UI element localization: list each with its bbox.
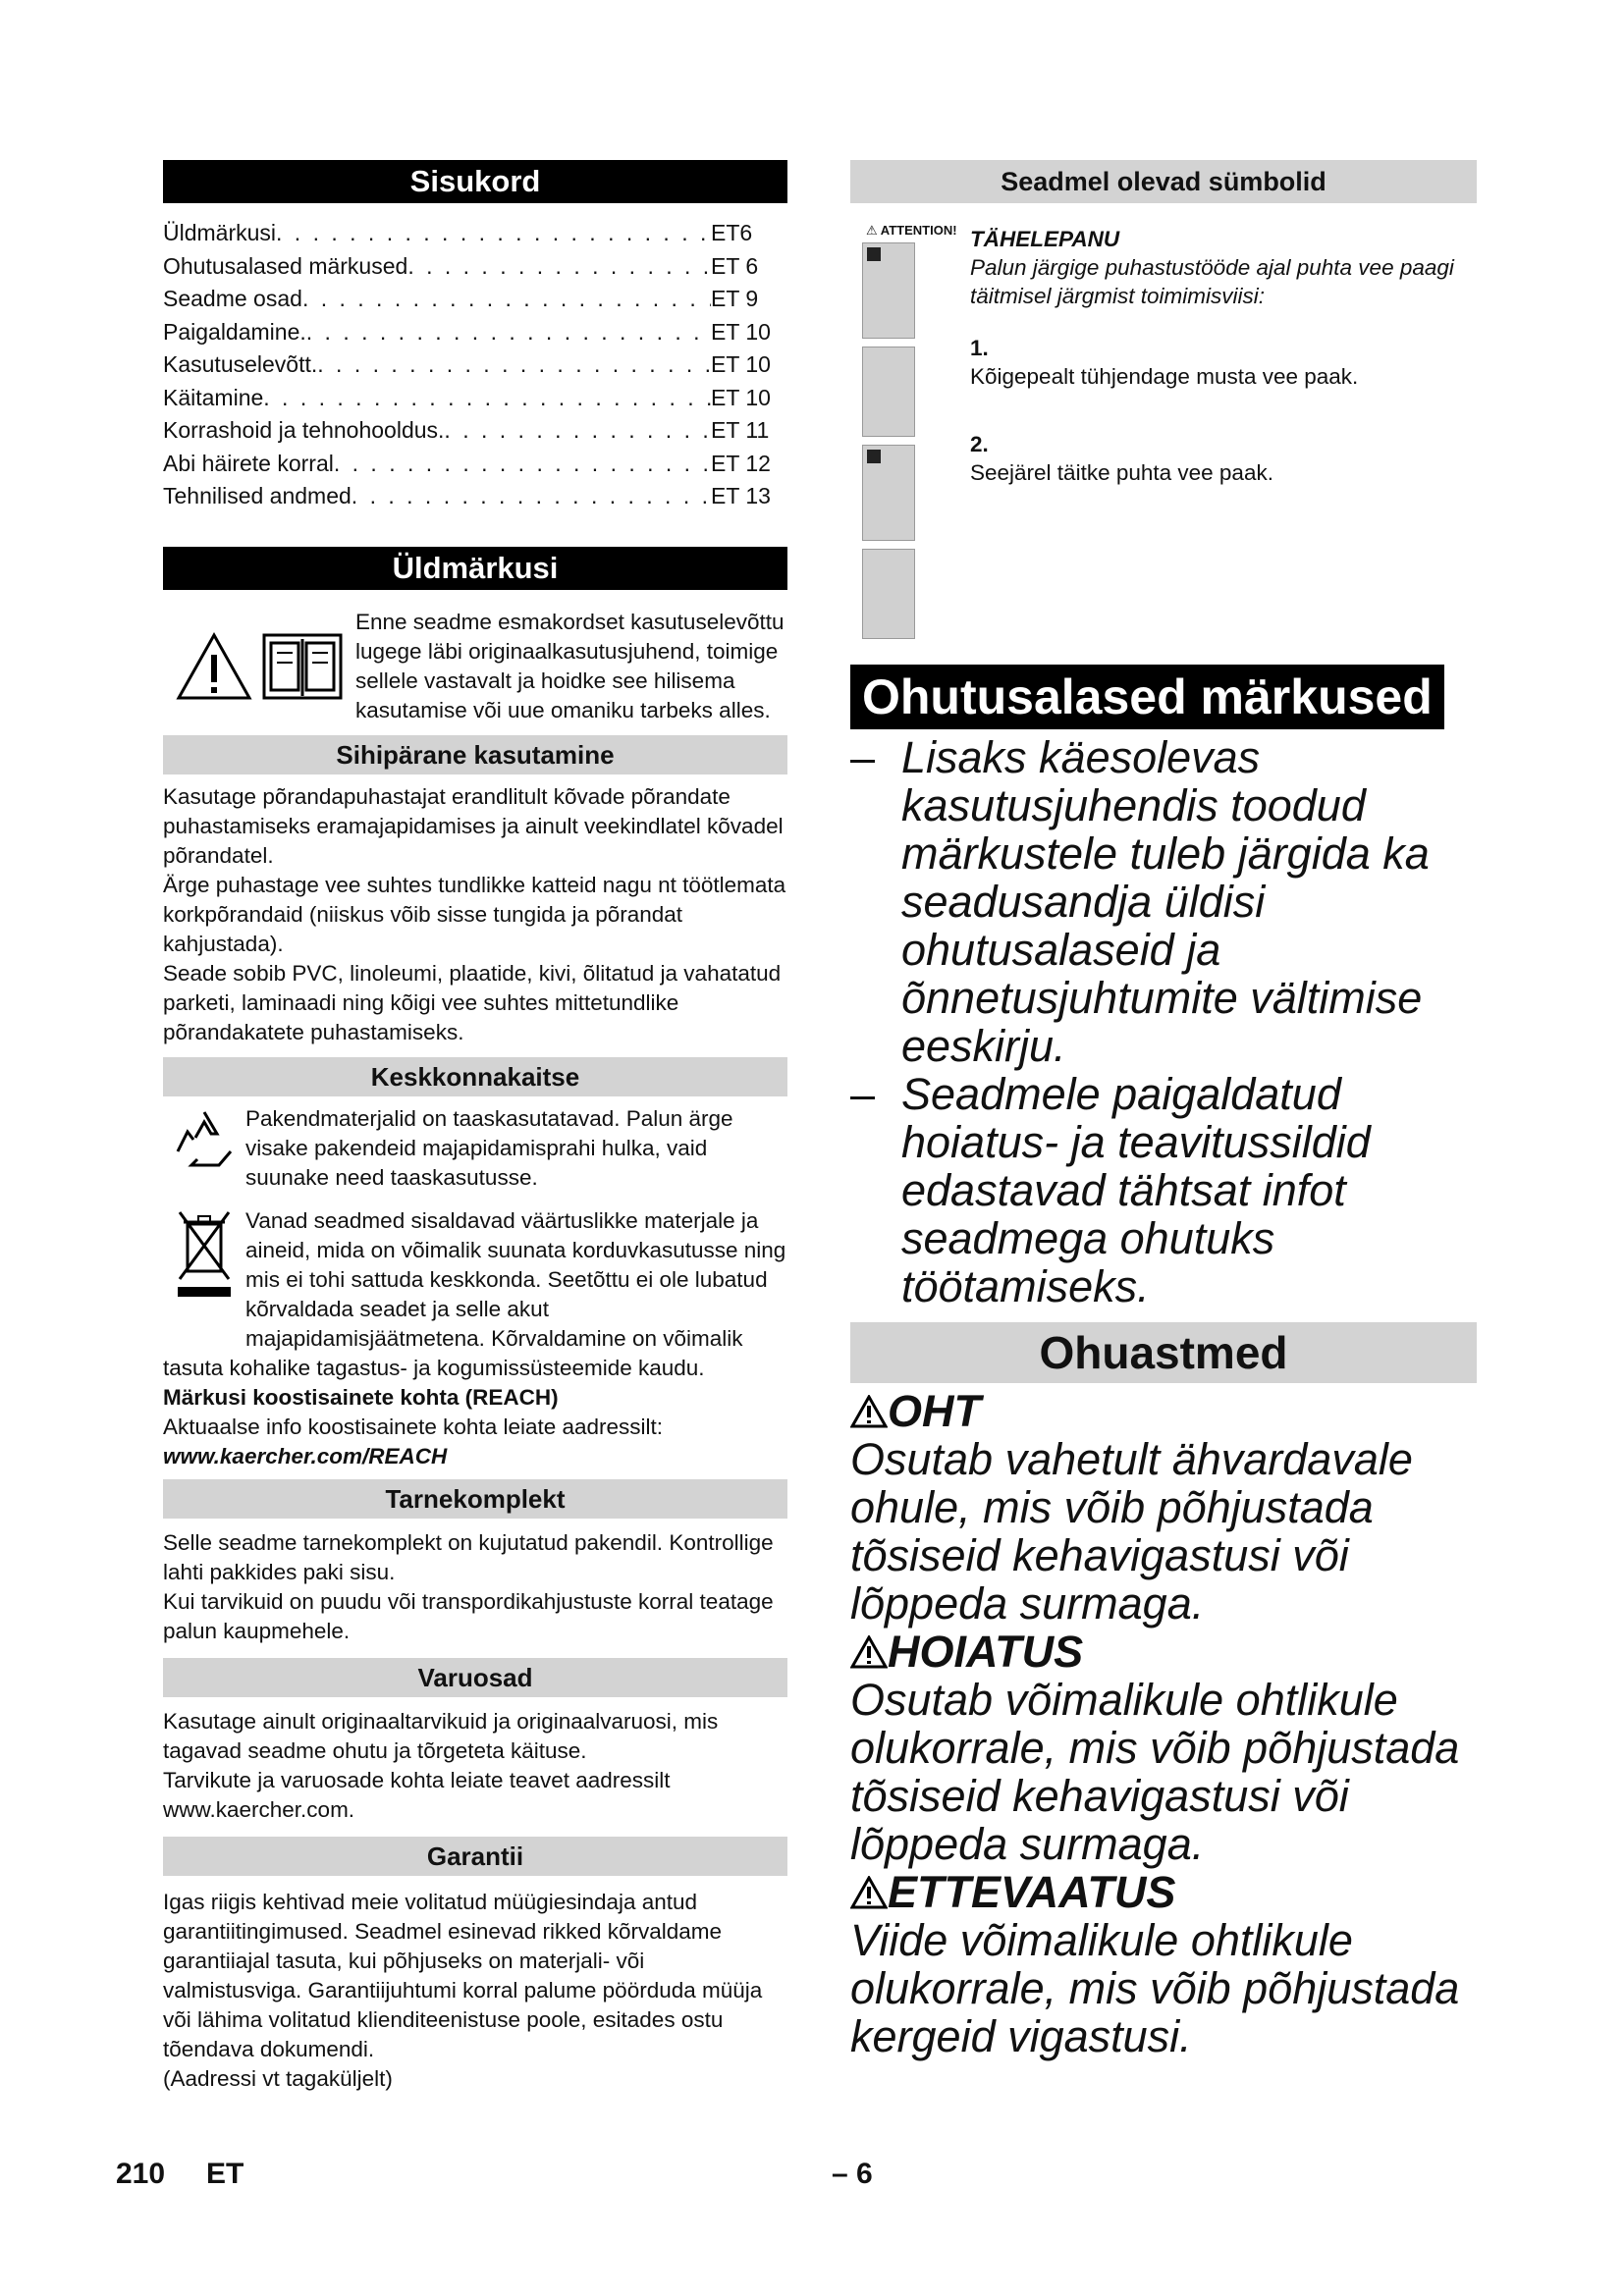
warranty-heading: Garantii	[163, 1837, 787, 1876]
toc-leader-dots	[306, 316, 711, 349]
toc-leader-dots	[302, 283, 711, 316]
toc-item-title: Üldmärkusi	[163, 220, 277, 245]
caution-level-text: Viide võimalikule ohtlikule olukorrale, mis võib põhjustada kergeid vigastusi.	[850, 1915, 1460, 2061]
language-code: ET	[206, 2158, 244, 2190]
environment-section	[163, 1104, 787, 1471]
toc-heading: Sisukord	[163, 160, 787, 203]
danger-heading	[850, 1387, 1477, 1435]
safety-section	[850, 733, 1477, 1310]
toc-item[interactable]	[163, 250, 787, 284]
fresh-water-illustration	[862, 549, 915, 639]
toc-item[interactable]	[163, 448, 787, 481]
page-number: 210	[116, 2158, 166, 2190]
toc-leader-dots	[444, 414, 711, 448]
recycling-icon	[172, 1108, 237, 1169]
general-icons	[163, 608, 355, 725]
safety-heading: Ohutusalased märkused	[850, 665, 1444, 729]
reach-title: Märkusi koostisainete kohta (REACH)	[163, 1384, 559, 1410]
intended-use-p1: Kasutage põrandapuhastajat erandlitult kõvade põrandate puhastamiseks eramajapidamises ja ainult veekindlatel kõvadel põrandatel.	[163, 783, 784, 868]
environment-p2: Vanad seadmed sisaldavad väärtuslikke materjale ja aineid, mida on võimalik suunata korduvkasutusse ning mis ei tohi sattuda keskkonda. Seetõttu ei ole lubatud kõrvaldada seadet ja selle akut majapidamisjäätmetena. Kõrvaldamine on võimalik tasuta kohalike tagastus- ja kogumissüsteemide kaudu.	[163, 1207, 786, 1380]
delivery-p2: Kui tarvikuid on puudu või transpordikahjustuste korral teatage palun kaupmehele.	[163, 1588, 774, 1643]
safety-item2: Seadmele paigaldatud hoiatus- ja teavitussildid edastavad tähtsat infot seadmega ohutuks töötamiseks.	[901, 1069, 1371, 1311]
intended-use-p3: Seade sobib PVC, linoleumi, plaatide, kivi, õlitatud ja vahatatud parketi, laminaadi ning kõigi vee suhtes mittetundlike põrandakatete puhastamiseks.	[163, 960, 782, 1044]
danger-text: Osutab vahetult ähvardavale ohule, mis võib põhjustada tõsiseid kehavigastusi või lõppeda surmaga.	[850, 1434, 1413, 1629]
toc-item-page: ET 10	[711, 318, 771, 345]
step2-number: 2.	[970, 432, 989, 456]
toc-item[interactable]	[163, 283, 787, 316]
toc-item-page: ET 13	[711, 483, 771, 508]
warning-triangle-icon	[850, 1876, 888, 1909]
reach-text: Aktuaalse info koostisainete kohta leiate aadressilt:	[163, 1414, 664, 1439]
spare-parts-p2: Tarvikute ja varuosade kohta leiate teavet aadressilt www.kaercher.com.	[163, 1767, 671, 1822]
toc-item-page: ET 11	[711, 417, 770, 443]
symbols-heading: Seadmel olevad sümbolid	[850, 160, 1477, 203]
toc-item-title: Abi häirete korral	[163, 450, 334, 476]
right-column	[850, 160, 1477, 2060]
step2-text: Seejärel täitke puhta vee paak.	[970, 460, 1273, 485]
toc-leader-dots	[263, 382, 711, 415]
safety-item: – Seadmele paigaldatud hoiatus- ja teavitussildid edastavad tähtsat infot seadmega ohutuks töötamiseks.	[850, 1070, 1477, 1310]
spare-parts-section	[163, 1707, 787, 1825]
toc-leader-dots	[334, 448, 711, 481]
reach-link[interactable]: www.kaercher.com/REACH	[163, 1443, 448, 1468]
safety-item1: Lisaks käesolevas kasutusjuhendis toodud märkustele tuleb järgida ka seadusandja üldisi ohutusalaseid ja õnnetusjuhtumite vältimise eeskirju.	[901, 732, 1430, 1071]
delivery-heading: Tarnekomplekt	[163, 1479, 787, 1519]
symbols-text	[970, 215, 1477, 647]
caution-title: TÄHELEPANU	[970, 227, 1120, 251]
manual-book-icon	[261, 631, 344, 702]
step1-badge-icon	[867, 247, 881, 261]
warning-triangle-icon	[850, 1395, 888, 1428]
toc-item-title: Kasutuselevõtt.	[163, 351, 318, 377]
toc-item[interactable]	[163, 414, 787, 448]
toc-item-page: ET 6	[711, 252, 759, 279]
environment-p1: Pakendmaterjalid on taaskasutatavad. Palun ärge visake pakendeid majapidamisprahi hulka, vaid suunake need taaskasutusse.	[245, 1105, 733, 1190]
attention-label: ⚠ ATTENTION!	[866, 223, 957, 238]
spare-parts-p1: Kasutage ainult originaaltarvikuid ja originaalvaruosi, mis tagavad seadme ohutu ja tõrgeteta käituse.	[163, 1708, 719, 1763]
danger-label: OHT	[888, 1386, 981, 1436]
warranty-p2: (Aadressi vt tagaküljelt)	[163, 2065, 393, 2091]
caution-text: Palun järgige puhastustööde ajal puhta vee paagi täitmisel järgmist toimimisviisi:	[970, 255, 1454, 308]
symbol-images	[850, 215, 970, 647]
toc-item-page: ET 9	[711, 286, 759, 311]
step1-illustration	[862, 242, 915, 339]
toc-item[interactable]	[163, 348, 787, 382]
crossed-bin-icon	[174, 1208, 235, 1299]
general-text: Enne seadme esmakordset kasutuselevõttu lugege läbi originaalkasutusjuhend, toimige sellele vastavalt ja hoidke see hilisema kasutamise või uue omaniku tarbeks alles.	[355, 609, 785, 722]
general-heading: Üldmärkusi	[163, 547, 787, 590]
toc-item-title: Paigaldamine.	[163, 318, 306, 345]
symbols-section	[850, 215, 1477, 647]
delivery-section	[163, 1528, 787, 1646]
toc-item-title: Seadme osad	[163, 286, 302, 311]
caution-heading	[850, 1868, 1477, 1916]
toc-leader-dots	[276, 217, 711, 250]
toc-item-title: Korrashoid ja tehnohooldus.	[163, 417, 445, 443]
weee-row	[163, 1206, 787, 1383]
step2-badge-icon	[867, 450, 881, 463]
intended-use-p2: Ärge puhastage vee suhtes tundlikke katteid nagu nt töötlemata korkpõrandaid (niiskus võib sisse tungida ja põrandat kahjustada).	[163, 872, 786, 956]
hazard-levels-section	[850, 1387, 1477, 2060]
toc-leader-dots	[352, 480, 711, 513]
toc-leader-dots	[407, 250, 711, 284]
toc-item-title: Käitamine	[163, 384, 264, 410]
delivery-p1: Selle seadme tarnekomplekt on kujutatud pakendil. Kontrollige lahti pakkides paki sisu.	[163, 1529, 774, 1584]
intended-use-heading: Sihipärane kasutamine	[163, 735, 787, 774]
warning-label: HOIATUS	[888, 1627, 1084, 1677]
toc-item[interactable]	[163, 217, 787, 250]
caution-label: ETTEVAATUS	[888, 1867, 1176, 1917]
toc-item-title: Tehnilised andmed	[163, 483, 352, 508]
safety-item: – Lisaks käesolevas kasutusjuhendis toodud märkustele tuleb järgida ka seadusandja üldisi ohutusalaseid ja õnnetusjuhtumite vältimise eeskirju.	[850, 733, 1477, 1070]
sub-page-number: – 6	[832, 2158, 873, 2190]
toc-item-page: ET6	[711, 220, 753, 245]
step1-text: Kõigepealt tühjendage musta vee paak.	[970, 364, 1359, 389]
toc-item-page: ET 10	[711, 384, 771, 410]
toc-item[interactable]	[163, 382, 787, 415]
step2-illustration	[862, 445, 915, 541]
recycling-row	[163, 1104, 787, 1193]
warning-text: Osutab võimalikule ohtlikule olukorrale, mis võib põhjustada tõsiseid kehavigastusi või lõppeda surmaga.	[850, 1675, 1460, 1869]
warning-heading	[850, 1628, 1477, 1676]
toc-leader-dots	[317, 348, 711, 382]
toc-item-page: ET 12	[711, 450, 771, 476]
dirty-water-illustration	[862, 347, 915, 437]
general-section	[163, 608, 787, 725]
warranty-section	[163, 1888, 787, 2094]
toc-item[interactable]	[163, 316, 787, 349]
hazard-levels-heading: Ohuastmed	[850, 1322, 1477, 1383]
toc-item-page: ET 10	[711, 351, 771, 377]
spare-parts-heading: Varuosad	[163, 1658, 787, 1697]
warranty-p1: Igas riigis kehtivad meie volitatud müügiesindaja antud garantiitingimused. Seadmel esinevad rikked kõrvaldame garantiiajal tasuta, kui põhjuseks on materjali- või valmistusviga. Garantiijuhtumi korral palume pöörduda müüja või lähima volitatud klienditeenistuse poole, esitades ostu tõendava dokumendi.	[163, 1889, 763, 2061]
step1-number: 1.	[970, 336, 989, 360]
warning-triangle-icon	[175, 631, 253, 702]
left-column	[163, 160, 787, 2094]
toc-item-title: Ohutusalased märkused	[163, 252, 408, 279]
intended-use-section	[163, 782, 787, 1047]
warning-triangle-icon	[850, 1635, 888, 1669]
table-of-contents	[163, 217, 787, 513]
toc-item[interactable]	[163, 480, 787, 513]
environment-heading: Keskkonnakaitse	[163, 1057, 787, 1096]
